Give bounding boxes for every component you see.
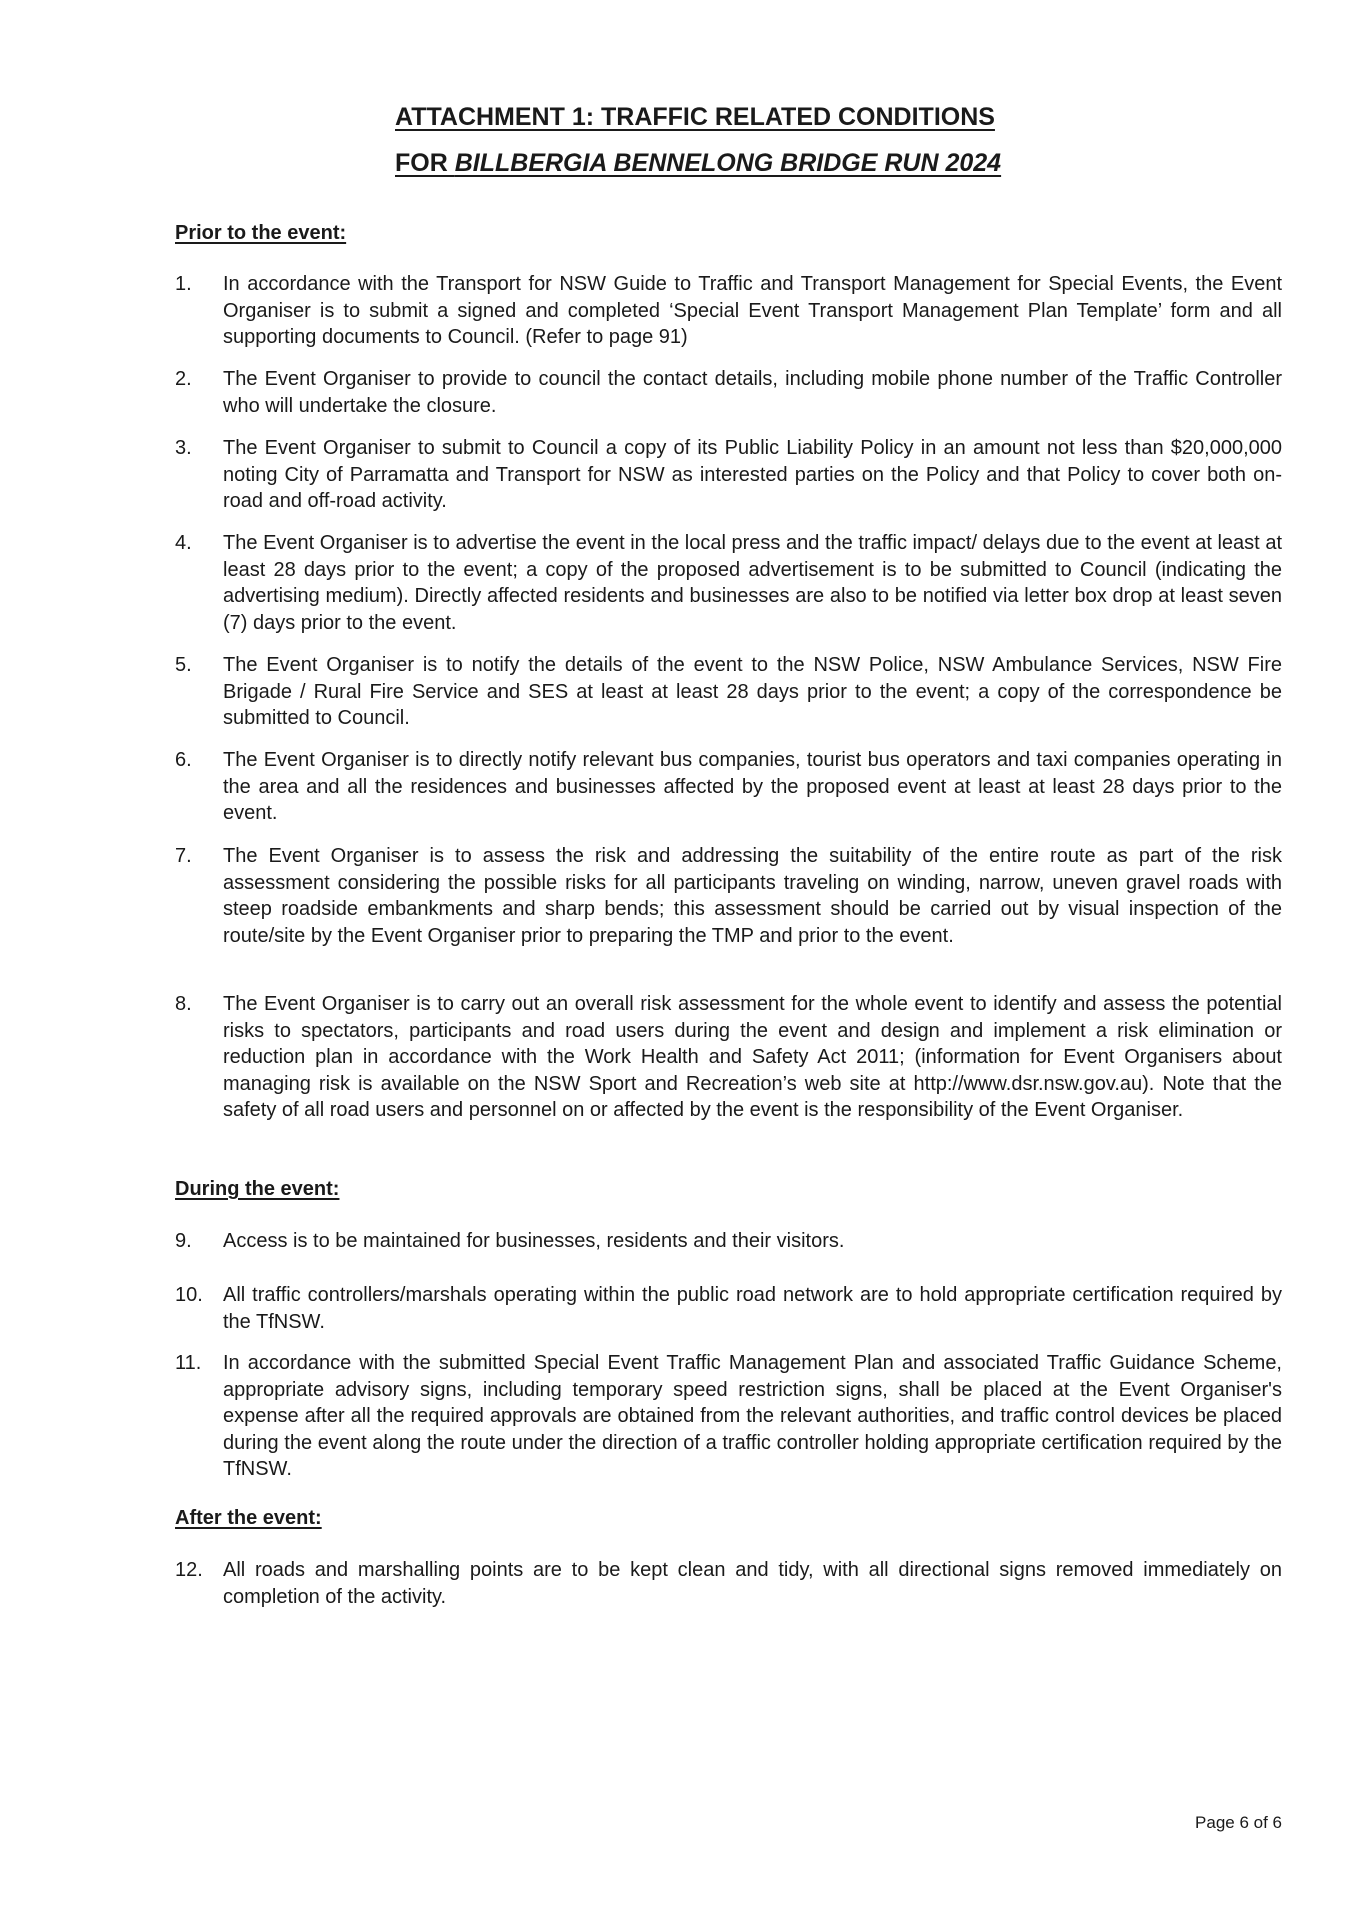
item-text: The Event Organiser is to advertise the event in the local press and the traffic impact/ delays due to the event at least at least 28 days prior to the event; a copy of the proposed advertisement is to be submitted to Council (indicating the advertising medium). Directly affected residents and businesses are also to be notified via letter box drop at least seven (7) days prior to the event. bbox=[223, 532, 1282, 634]
condition-item-8 bbox=[175, 991, 1282, 1124]
condition-item-12 bbox=[175, 1557, 1282, 1610]
item-text: The Event Organiser to submit to Council a copy of its Public Liability Policy in an amount not less than $20,000,000 noting City of Parramatta and Transport for NSW as interested parties on the Policy and that Policy to cover both on-road and off-road activity. bbox=[223, 437, 1282, 512]
item-text: Access is to be maintained for businesses, residents and their visitors. bbox=[223, 1230, 845, 1252]
item-text: The Event Organiser to provide to council the contact details, including mobile phone number of the Traffic Controller who will undertake the closure. bbox=[223, 368, 1282, 417]
item-text: The Event Organiser is to assess the risk and addressing the suitability of the entire route as part of the risk assessment considering the possible risks for all participants traveling on winding, narrow, uneven gravel roads with steep roadside embankments and sharp bends; this assessment should be carried out by visual inspection of the route/site by the Event Organiser prior to preparing the TMP and prior to the event. bbox=[223, 845, 1282, 947]
item-text: The Event Organiser is to notify the details of the event to the NSW Police, NSW Ambulance Services, NSW Fire Brigade / Rural Fire Service and SES at least at least 28 days prior to the event; a copy of the correspondence be submitted to Council. bbox=[223, 654, 1282, 729]
item-number: 1. bbox=[175, 273, 192, 295]
item-number: 11. bbox=[175, 1352, 202, 1374]
section-heading-during: During the event: bbox=[175, 1178, 340, 1200]
section-heading-prior: Prior to the event: bbox=[175, 222, 347, 244]
item-number: 5. bbox=[175, 654, 192, 676]
item-number: 4. bbox=[175, 532, 192, 554]
item-text: In accordance with the submitted Special Event Traffic Management Plan and associated Traffic Guidance Scheme, appropriate advisory signs, including temporary speed restriction signs, shall be placed at the Event Organiser's expense after all the required approvals are obtained from the relevant authorities, and traffic control devices be placed during the event along the route under the direction of a traffic controller holding appropriate certification required by the TfNSW. bbox=[223, 1352, 1282, 1480]
item-number: 7. bbox=[175, 845, 192, 867]
condition-item-9 bbox=[175, 1228, 1282, 1255]
event-name: BILLBERGIA BENNELONG BRIDGE RUN 2024 bbox=[454, 149, 1002, 177]
item-text: The Event Organiser is to directly notify relevant bus companies, tourist bus operators and taxi companies operating in the area and all the residences and businesses affected by the proposed event at least at least 28 days prior to the event. bbox=[223, 749, 1282, 824]
item-text: The Event Organiser is to carry out an overall risk assessment for the whole event to identify and assess the potential risks to spectators, participants and road users during the event and design and implement a risk elimination or reduction plan in accordance with the Work Health and Safety Act 2011; (information for Event Organisers about managing risk is available on the NSW Sport and Recreation’s web site at http://www.dsr.nsw.gov.au). Note that the safety of all road users and personnel on or affected by the event is the responsibility of the Event Organiser. bbox=[223, 993, 1282, 1121]
condition-item-11 bbox=[175, 1350, 1282, 1483]
condition-item-10 bbox=[175, 1282, 1282, 1335]
condition-item-5 bbox=[175, 652, 1282, 732]
condition-item-7 bbox=[175, 843, 1282, 949]
document-title: ATTACHMENT 1: TRAFFIC RELATED CONDITIONS bbox=[395, 103, 995, 131]
item-number: 12. bbox=[175, 1559, 203, 1581]
condition-item-3 bbox=[175, 435, 1282, 515]
item-number: 8. bbox=[175, 993, 192, 1015]
item-number: 6. bbox=[175, 749, 192, 771]
page-number: Page 6 of 6 bbox=[1195, 1813, 1282, 1832]
condition-item-6 bbox=[175, 747, 1282, 827]
item-text: In accordance with the Transport for NSW Guide to Traffic and Transport Management for Special Events, the Event Organiser is to submit a signed and completed ‘Special Event Transport Management Plan Template’ form and all supporting documents to Council. (Refer to page 91) bbox=[223, 273, 1282, 348]
item-number: 3. bbox=[175, 437, 192, 459]
item-number: 9. bbox=[175, 1230, 192, 1252]
subtitle-prefix: FOR bbox=[395, 149, 455, 177]
section-heading-after: After the event: bbox=[175, 1507, 322, 1529]
document-subtitle bbox=[395, 148, 1065, 178]
condition-item-4 bbox=[175, 530, 1282, 636]
condition-item-1 bbox=[175, 271, 1282, 351]
item-text: All roads and marshalling points are to be kept clean and tidy, with all directional signs removed immediately on completion of the activity. bbox=[223, 1559, 1282, 1608]
item-number: 10. bbox=[175, 1284, 203, 1306]
item-text: All traffic controllers/marshals operating within the public road network are to hold appropriate certification required by the TfNSW. bbox=[223, 1284, 1282, 1333]
condition-item-2 bbox=[175, 366, 1282, 419]
item-number: 2. bbox=[175, 368, 192, 390]
